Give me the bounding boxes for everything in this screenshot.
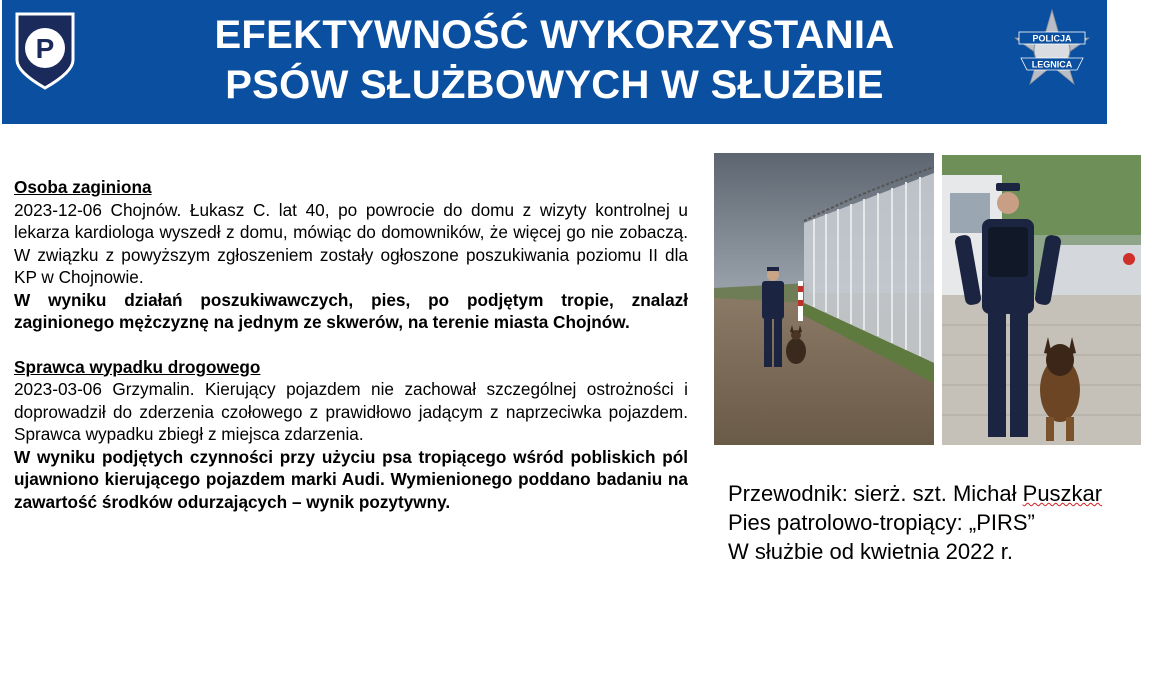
case-2-body: 2023-03-06 Grzymalin. Kierujący pojazdem nie zachował szczególnej ostrożności i doprowadził do zderzenia czołowego z prawidłowo jadącym z naprzeciwka pojazdem. Sprawca wypadku zbiegł z miejsca zdarzenia. [14,379,688,444]
case-2-result: W wyniku podjętych czynności przy użyciu psa tropiącego wśród pobliskich pól ujawniono kierującego pojazdem marki Audi. Wymienionego poddano badaniu na zawartość środków odurzających – wynik pozytywny. [14,446,688,512]
handler-caption [728,479,1159,566]
cases-text [14,176,688,513]
photo-border-fence [714,153,934,445]
caption-handler-prefix: Przewodnik: sierż. szt. Michał [728,481,1023,506]
header-banner [2,0,1107,124]
caption-line-2: Pies patrolowo-tropiący: „PIRS” [728,510,1035,535]
police-star-icon [1007,8,1097,96]
logo-left-letter: P [35,33,55,64]
case-1-heading: Osoba zaginiona [14,177,152,197]
logo-right-top-text: POLICJA [1032,33,1072,44]
prevention-badge-icon [14,10,76,90]
title-line-2: PSÓW SŁUŻBOWYCH W SŁUŻBIE [225,63,884,107]
case-1-body: 2023-12-06 Chojnów. Łukasz C. lat 40, po powrocie do domu z wizyty kontrolnej u lekarza kardiologa wyszedł z domu, mówiąc do domowników, że więcej go nie zobaczą. W związku z powyższym zgłoszeniem zostały ogłoszone poszukiwania poziomu II dla KP w Chojnowie. [14,199,688,287]
case-1-result: W wyniku działań poszukiwawczych, pies, po podjętym tropie, znalazł zaginionego mężczyznę na jednym ze skwerów, na terenie miasta Chojnów. [14,289,688,332]
case-2-heading: Sprawca wypadku drogowego [14,356,261,377]
caption-handler-surname: Puszkar [1022,481,1103,506]
photo-handler-walking [942,155,1141,445]
page-title [92,10,1017,110]
caption-line-1 [728,479,1159,508]
caption-line-3: W służbie od kwietnia 2022 r. [728,539,1013,564]
title-line-1: EFEKTYWNOŚĆ WYKORZYSTANIA [214,13,895,57]
logo-right-bottom-text: LEGNICA [1031,59,1073,70]
